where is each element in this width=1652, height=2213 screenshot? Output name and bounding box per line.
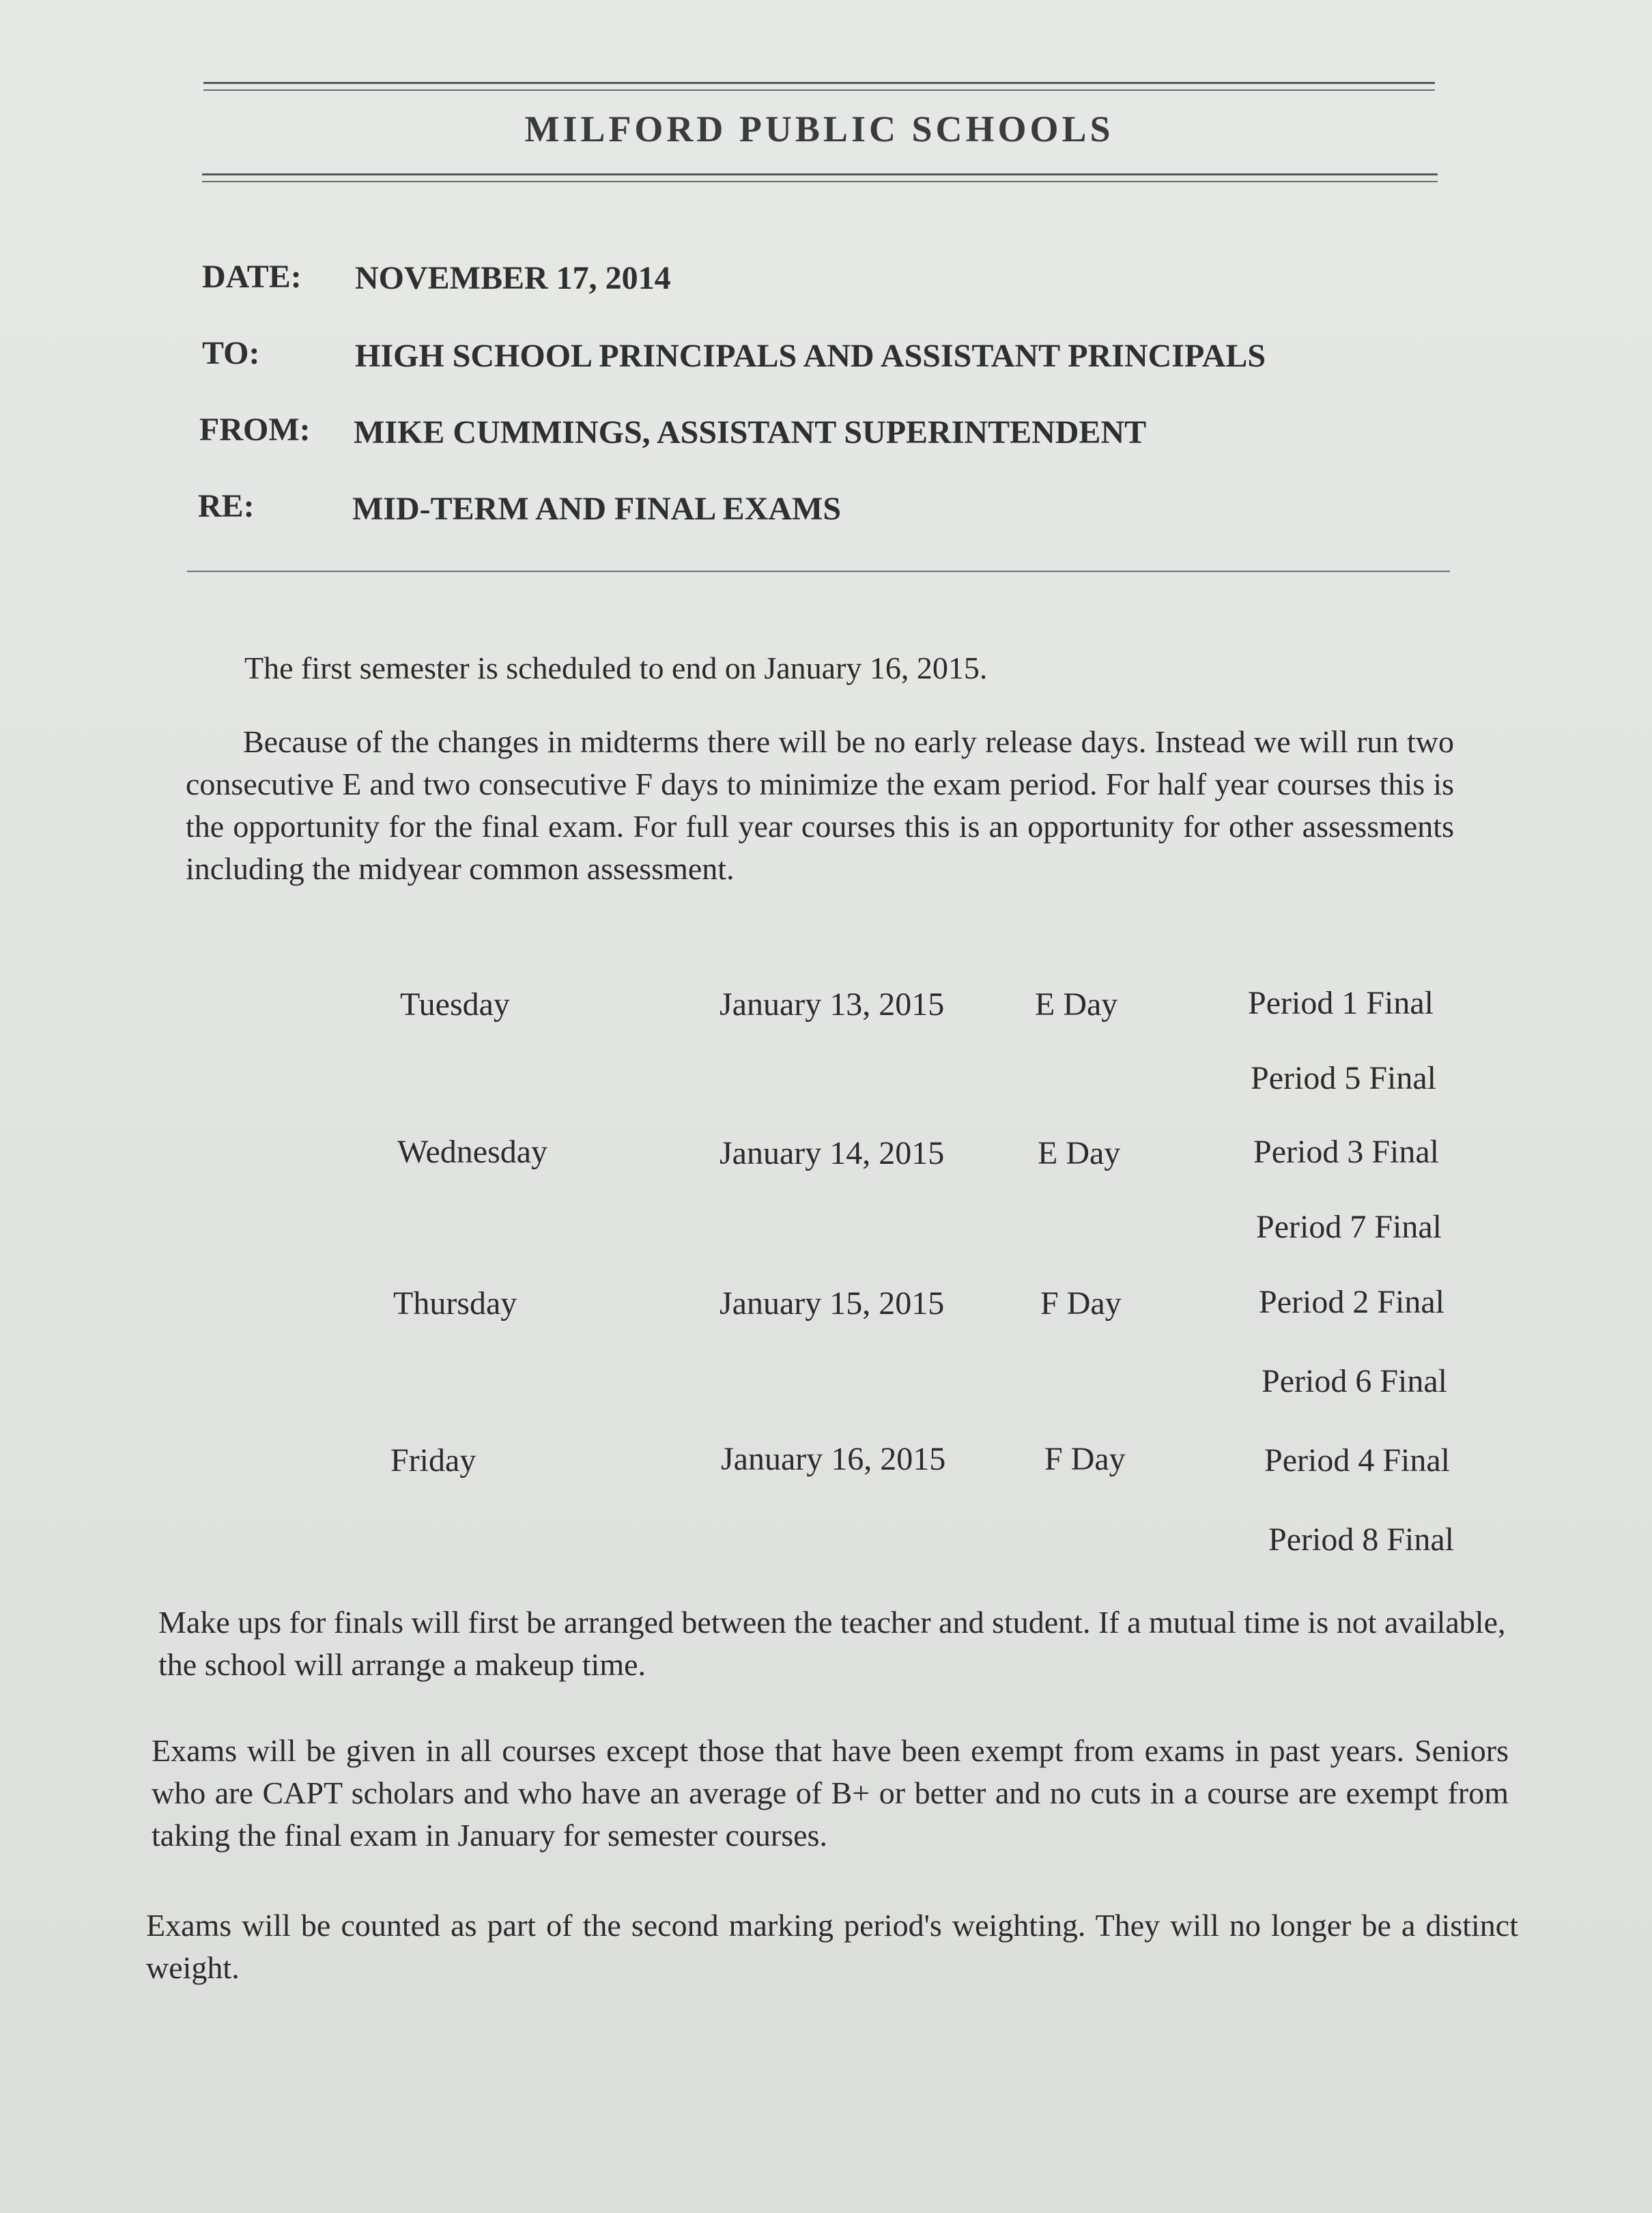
date-label: DATE:	[202, 259, 302, 295]
memo-header-divider	[187, 571, 1450, 572]
schedule-date: January 13, 2015	[720, 986, 945, 1023]
to-label: TO:	[202, 335, 260, 371]
makeups-paragraph: Make ups for finals will first be arranged between the teacher and student. If a mutual time is not available, the school will arrange a makeup time.	[158, 1605, 1506, 1682]
schedule-period: Period 3 Final	[1253, 1134, 1439, 1170]
from-value: MIKE CUMMINGS, ASSISTANT SUPERINTENDENT	[354, 414, 1147, 451]
header-rule-bottom-1	[202, 173, 1438, 175]
semester-end-paragraph: The first semester is scheduled to end on January 16, 2015.	[244, 651, 988, 685]
to-value: HIGH SCHOOL PRINCIPALS AND ASSISTANT PRINCIPALS	[355, 338, 1266, 374]
schedule-date: January 14, 2015	[720, 1135, 945, 1171]
date-value: NOVEMBER 17, 2014	[355, 260, 671, 296]
header-rule-top-2	[203, 89, 1435, 91]
schedule-weekday: Wednesday	[397, 1134, 548, 1170]
schedule-day-type: F Day	[1044, 1441, 1126, 1477]
header-rule-bottom-2	[202, 181, 1438, 182]
schedule-weekday: Friday	[390, 1442, 476, 1479]
schedule-period: Period 5 Final	[1251, 1060, 1436, 1096]
schedule-day-type: E Day	[1035, 986, 1118, 1023]
schedule-period: Period 6 Final	[1262, 1363, 1447, 1399]
from-label: FROM:	[199, 412, 311, 448]
schedule-weekday: Tuesday	[400, 986, 510, 1023]
schedule-period: Period 2 Final	[1259, 1284, 1444, 1320]
schedule-period: Period 4 Final	[1264, 1442, 1450, 1479]
exam-changes-paragraph: Because of the changes in midterms there will be no early release days. Instead we will run two consecutive E and two consecutive F days to minimize the exam period. For half year courses this is the opportunity for the final exam. For full year courses this is an opportunity for other assessments including the midyear common assessment.	[186, 724, 1454, 886]
schedule-day-type: F Day	[1040, 1285, 1122, 1322]
weighting-paragraph: Exams will be counted as part of the second marking period's weighting. They will no longer be a distinct weight.	[146, 1908, 1518, 1985]
schedule-day-type: E Day	[1038, 1135, 1121, 1171]
exemptions-paragraph: Exams will be given in all courses except those that have been exempt from exams in past years. Seniors who are CAPT scholars and who have an average of B+ or better and no cuts in a course are exempt from taking the final exam in January for semester courses.	[152, 1733, 1509, 1853]
schedule-date: January 16, 2015	[721, 1441, 946, 1477]
schedule-period: Period 7 Final	[1256, 1209, 1442, 1245]
schedule-period: Period 8 Final	[1268, 1522, 1454, 1558]
header-rule-top-1	[203, 82, 1435, 84]
schedule-weekday: Thursday	[393, 1285, 517, 1322]
schedule-period: Period 1 Final	[1248, 985, 1434, 1021]
schedule-date: January 15, 2015	[720, 1285, 945, 1322]
letterhead-title: MILFORD PUBLIC SCHOOLS	[524, 109, 1114, 149]
re-label: RE:	[198, 488, 255, 524]
re-value: MID-TERM AND FINAL EXAMS	[352, 491, 842, 527]
